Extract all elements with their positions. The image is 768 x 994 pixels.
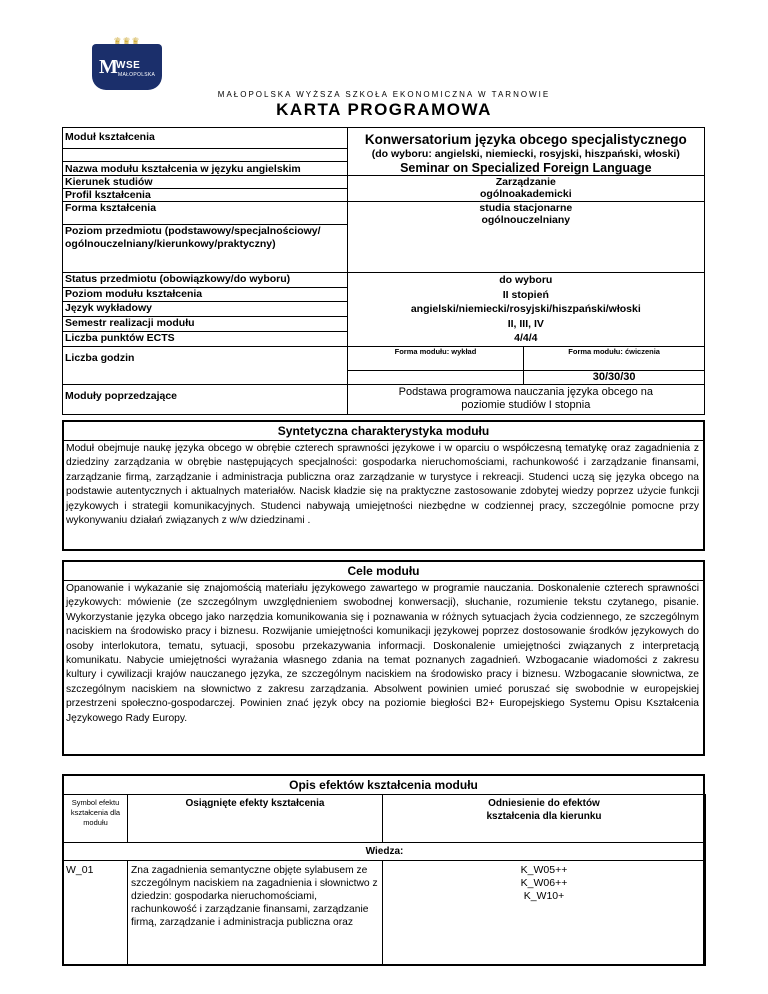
info-label: Profil kształcenia <box>63 189 348 202</box>
info-table <box>62 127 705 415</box>
effects-title: Opis efektów kształcenia modułu <box>64 776 703 795</box>
info-label: Język wykładowy <box>63 302 348 317</box>
effect-symbol: W_01 <box>63 860 128 966</box>
effect-references <box>382 860 706 966</box>
synthesis-title: Syntetyczna charakterystyka modułu <box>64 422 703 441</box>
page-title: KARTA PROGRAMOWA <box>276 100 492 119</box>
info-label: Poziom przedmiotu (podstawowy/specjalnościowy/ ogólnouczelniany/kierunkowy/praktyczny) <box>63 224 348 273</box>
level-value: ogólnouczelniany <box>481 214 571 226</box>
info-label: Status przedmiotu (obowiązkowy/do wyboru) <box>63 273 348 288</box>
profile-value: ogólnoakademicki <box>480 188 572 200</box>
module-level-value: II stopień <box>502 288 549 301</box>
module-note: (do wyboru: angielski, niemiecki, rosyjski, hiszpański, włoski) <box>347 148 704 161</box>
col-effect-header: Osiągnięte efekty kształcenia <box>127 794 383 843</box>
module-label: Moduł kształcenia <box>63 128 348 149</box>
form-value: studia stacjonarne <box>479 202 573 214</box>
english-name: Seminar on Specialized Foreign Language <box>347 161 704 176</box>
form-level <box>347 202 704 273</box>
info-label: Semestr realizacji modułu <box>63 317 348 332</box>
goals-text: Opanowanie i wykazanie się znajomością materiału językowego zawartego w programie nauczania. Doskonalenie czterech sprawności językowych: mówienie (ze szczególnym uwzględnieniem swobodnej konwersacji), słuchanie, rozumienie tekstu czytanego, pisanie. Wykorzystanie języka obcego jako narzędzia komunikowania się i poznawania w różnych sytuacjach życia codziennego, ze szczególnym naciskiem na środowisko pracy i biznesu. Rozwijanie umiejętności komunikacji językowej poprzez dostosowanie środków językowych do osoby interlokutora, tematu, sytuacji, sposobu przekazywania informacji. Doskonalenie umiejętności związanych z interpretacją komunikatu. Nabycie umiejętności wyrażania własnego zdania na temat poznanych zagadnień. Wzbogacanie wiadomości z zakresu kultury i cywilizacji krajów nauczanego języka, ze szczególnym naciskiem na środowisko pracy i biznesu. Wzbogacanie słownictwa, ze szczególnym naciskiem na słownictwo z zakresu zarządzania. Absolwent powinien umieć poruszać się swobodnie w europejskiej przestrzeni społeczno-gospodarczej. Powinien znać język obcy na poziomie biegłości B2+ Europejskiego Systemu Opisu Kształcenia Językowego Rady Europy. <box>66 583 699 724</box>
info-label: Forma kształcenia <box>63 202 348 225</box>
info-label: Liczba punktów ECTS <box>63 331 348 346</box>
info-label: Poziom modułu kształcenia <box>63 287 348 302</box>
effects-section <box>62 774 705 966</box>
field-of-study-value: Zarządzanie <box>495 176 556 188</box>
effect-ref: K_W05++ <box>520 864 568 876</box>
language-value: angielski/niemiecki/rosyjski/hiszpański/włoski <box>410 303 641 315</box>
ects-value: 4/4/4 <box>514 332 538 344</box>
logo-subtext: MAŁOPOLSKA <box>118 72 156 78</box>
goals-section <box>62 560 705 756</box>
logo-letter: M <box>99 56 118 78</box>
effect-ref: K_W10+ <box>523 890 565 902</box>
synthesis-text: Moduł obejmuje naukę języka obcego w obrębie czterech sprawności językowe i w oparciu o współczesną tematykę oraz zagadnienia z dziedziny zarządzania w obrębie następujących specjalności: gospodarka nieruchomościami, rachunkowość i zarządzanie finansami, zarządzanie firmą, zarządzanie i administracja publiczna oraz zarządzanie w turystyce i rekreacji. Studenci uczą się języka obcego na podstawie autentycznych i aktualnych materiałów. Nacisk kładzie się na praktyczne zastosowanie zdobytej wiedzy poprzez użycie funkcji językowych i strategii komunikacyjnych. Studenci nabywają umiejętności niezbędne w codziennej pracy, szczególnie pomocne przy wykonywaniu działań związanych z w/w dziedzinami . <box>66 443 699 527</box>
col-symbol-header: Symbol efektu kształcenia dla modułu <box>63 794 128 843</box>
info-label: Kierunek studiów <box>63 176 348 189</box>
hours-label: Liczba godzin <box>63 346 348 384</box>
status-details <box>347 273 704 347</box>
info-label: Nazwa modułu kształcenia w języku angielskim <box>63 161 348 176</box>
col-ref-header: Odniesienie do efektów kształcenia dla kierunku <box>382 794 706 843</box>
prereq-value: Podstawa programowa nauczania języka obcego na poziomie studiów I stopnia <box>347 384 704 414</box>
school-logo <box>92 36 162 90</box>
semester-value: II, III, IV <box>507 317 544 330</box>
crown-icon: ♛♛♛ <box>113 36 141 46</box>
prereq-label: Moduły poprzedzające <box>63 384 348 414</box>
field-of-study <box>347 176 704 202</box>
form-lecture: Forma modułu: wykład <box>347 346 524 370</box>
hours-value: 30/30/30 <box>524 370 705 384</box>
synthesis-section <box>62 420 705 551</box>
goals-title: Cele modułu <box>64 562 703 581</box>
logo-text: WSE <box>116 60 141 71</box>
form-exercise: Forma modułu: ćwiczenia <box>524 346 705 370</box>
module-name: Konwersatorium języka obcego specjalistycznego <box>347 128 704 149</box>
school-name: MAŁOPOLSKA WYŻSZA SZKOŁA EKONOMICZNA W TARNOWIE <box>217 90 551 99</box>
effect-ref: K_W06++ <box>520 877 568 889</box>
section-knowledge: Wiedza: <box>63 842 706 861</box>
status-value: do wyboru <box>499 274 553 286</box>
effect-description: Zna zagadnienia semantyczne objęte sylabusem ze szczególnym naciskiem na zagadnienia i słownictwo z dziedzin: gospodarka nieruchomościami, rachunkowość i zarządzanie finansami, zarządzanie firmą, zarządzanie i administracja publiczna oraz <box>127 860 383 966</box>
